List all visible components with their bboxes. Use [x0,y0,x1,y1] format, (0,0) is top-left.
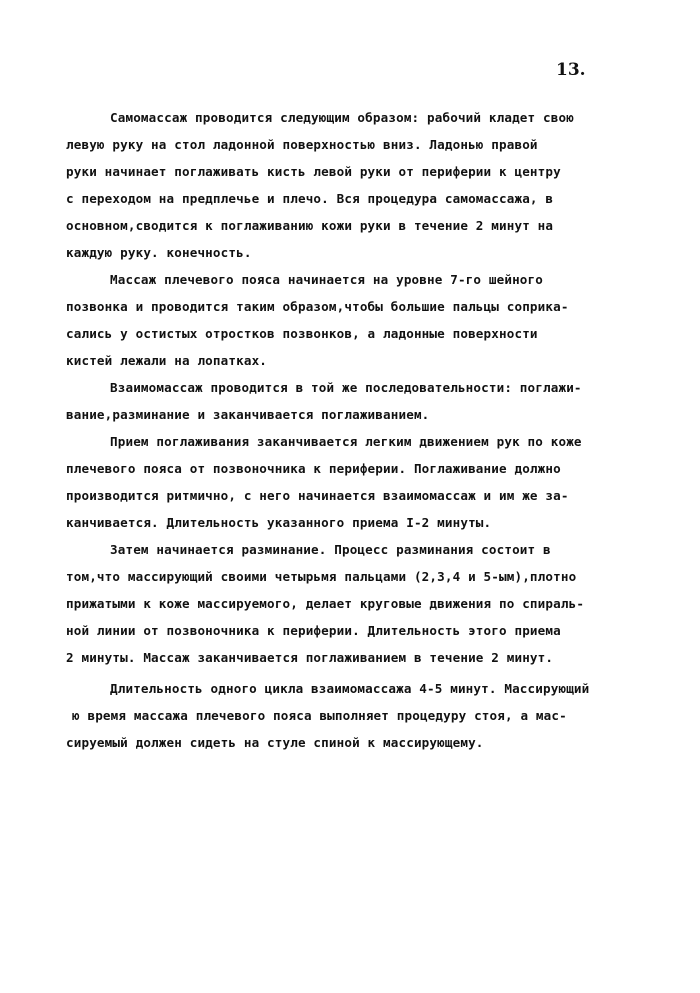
text-line: Прием поглаживания заканчивается легким движением рук по коже [110,434,582,449]
text-line: кистей лежали на лопатках. [66,353,268,368]
page-number: 13. [556,60,586,80]
text-line: сались у остистых отростков позвонков, а ладонные поверхности [66,326,538,341]
text-line: Затем начинается разминание. Процесс разминания состоит в [110,542,551,557]
text-line: канчивается. Длительность указанного приема I-2 минуты. [66,515,492,530]
text-line: левую руку на стол ладонной поверхностью вниз. Ладонью правой [66,137,538,152]
text-line: том,что массирующий своими четырьмя пальцами (2,3,4 и 5-ым),плотно [66,569,577,584]
text-line: вание,разминание и заканчивается поглаживанием. [66,407,430,422]
text-line: прижатыми к коже массируемого, делает круговые движения по спираль- [66,596,585,611]
text-line: 2 минуты. Массаж заканчивается поглаживанием в течение 2 минут. [66,650,554,665]
text-line: Самомассаж проводится следующим образом: рабочий кладет свою [110,110,574,125]
text-line: каждую руку. конечность. [66,245,252,260]
text-line: производится ритмично, с него начинается взаимомассаж и им же за- [66,488,569,503]
text-line: ю время массажа плечевого пояса выполняет процедуру стоя, а мас- [72,708,567,723]
text-line: Длительность одного цикла взаимомассажа 4-5 минут. Массирующий [110,681,590,696]
text-line: с переходом на предплечье и плечо. Вся процедура самомассажа, в [66,191,554,206]
text-line: позвонка и проводится таким образом,чтобы большие пальцы соприка- [66,299,569,314]
text-line: руки начинает поглаживать кисть левой руки от периферии к центру [66,164,561,179]
text-line: сируемый должен сидеть на стуле спиной к массирующему. [66,735,484,750]
text-line: ной линии от позвоночника к периферии. Длительность этого приема [66,623,561,638]
text-line: Взаимомассаж проводится в той же последовательности: поглажи- [110,380,582,395]
text-line: плечевого пояса от позвоночника к периферии. Поглаживание должно [66,461,561,476]
text-line: основном,сводится к поглаживанию кожи руки в течение 2 минут на [66,218,554,233]
text-line: Массаж плечевого пояса начинается на уровне 7-го шейного [110,272,543,287]
